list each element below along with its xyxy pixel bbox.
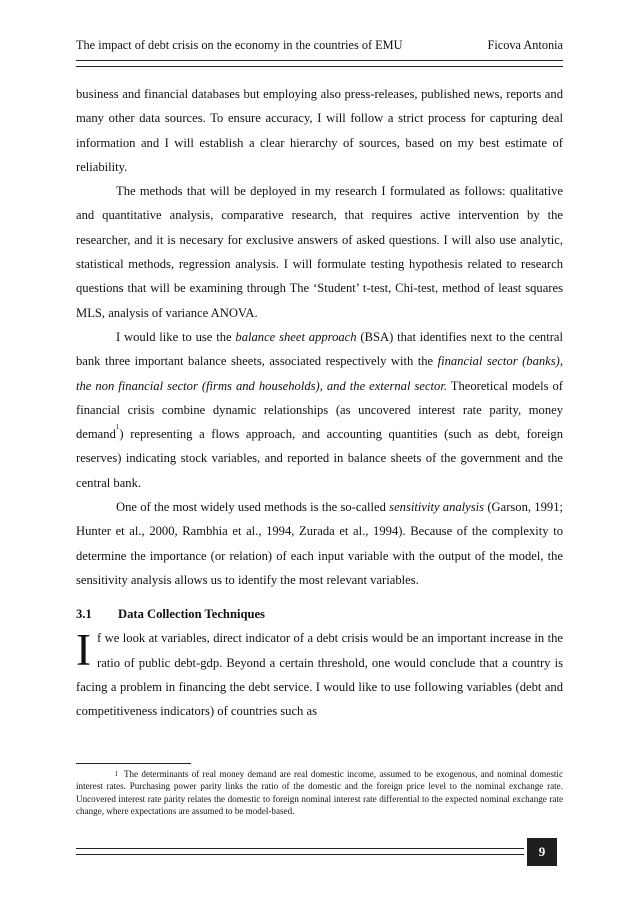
paragraph-1: business and financial databases but employing also press-releases, published news, reports and many other data sources. To ensure accuracy, I will follow a strict process for capturing deal information and I will establish a clear hierarchy of sources, based on my best estimate of reliability. bbox=[76, 87, 563, 174]
paragraph-4 bbox=[76, 495, 563, 592]
body-text bbox=[76, 82, 563, 723]
p4-text-b: (Garson, 1991; Hunter et al., 2000, Rambhia et al., 1994, Zurada et al., 1994). Because of the complexity to determine the importance (or relation) of each input variable with the output of the model, the sensitivity analysis allows us to identify the most relevant variables. bbox=[76, 500, 563, 587]
section-title: Data Collection Techniques bbox=[118, 607, 265, 622]
p3-text-d: ) representing a flows approach, and accounting quantities (such as debt, foreign reserves) indicating stock variables, and reported in balance sheets of the government and the central bank. bbox=[76, 427, 563, 490]
p3-italic-sectors: financial sector (banks), the non financial sector (firms and households), and the external sector. bbox=[76, 354, 564, 393]
footnote bbox=[76, 768, 563, 818]
footnote-number: 1 bbox=[114, 770, 118, 778]
p3-text-b: (BSA) that identifies next to the central bank three important balance sheets, associated respectively with the bbox=[76, 329, 564, 369]
footnote-reference: 1 bbox=[115, 423, 120, 432]
header-title: The impact of debt crisis on the economy in the countries of EMU bbox=[76, 38, 403, 52]
p4-text-a: One of the most widely used methods is the so-called bbox=[116, 500, 390, 515]
footnote-separator bbox=[76, 763, 191, 764]
p3-text-c: Theoretical models of financial crisis combine dynamic relationships (as uncovered interest rate parity, money demand bbox=[76, 378, 563, 442]
page-number: 9 bbox=[527, 838, 557, 866]
section-number: 3.1 bbox=[76, 607, 92, 622]
paragraph-5 bbox=[76, 626, 563, 723]
p4-italic-sensitivity: sensitivity analysis bbox=[389, 500, 485, 515]
page-header bbox=[76, 38, 563, 56]
p3-text-a: I would like to use the bbox=[116, 329, 236, 344]
footer-rule bbox=[76, 848, 524, 855]
p5-text: f we look at variables, direct indicator of a debt crisis would be an important increase in the ratio of public debt-gdp. Beyond a certain threshold, one would conclude that a country is facing a problem in financing the debt service. I would like to use following variables (debt and competitiveness indicators) of countries such as bbox=[76, 631, 563, 719]
header-author: Ficova Antonia bbox=[487, 38, 563, 52]
paragraph-3 bbox=[76, 325, 563, 495]
drop-cap: I bbox=[76, 625, 91, 676]
footnote-text: The determinants of real money demand are real domestic income, assumed to be exogenous, and nominal domestic interest rates. Purchasing power parity links the ratio of the domestic and the foreign price level to the nominal exchange rate. Uncovered interest rate parity relates the domestic to foreign nominal interest rate differential to the expected nominal exchange rate change, where expectations are assumed to be model-based. bbox=[76, 769, 563, 817]
paragraph-2: The methods that will be deployed in my research I formulated as follows: qualitative and quantitative analysis, comparative research, that requires active intervention by the researcher, and it is necesary for exclusive answers of asked questions. I will also use analytic, statistical methods, regression analysis. I will formulate testing hypothesis related to research questions that will be examining through The ‘Student’ t-test, Chi-test, method of least squares MLS, analysis of variance ANOVA. bbox=[76, 184, 563, 320]
header-rule bbox=[76, 60, 563, 67]
section-heading bbox=[76, 602, 563, 626]
p3-italic-bsa: balance sheet approach bbox=[235, 329, 357, 344]
